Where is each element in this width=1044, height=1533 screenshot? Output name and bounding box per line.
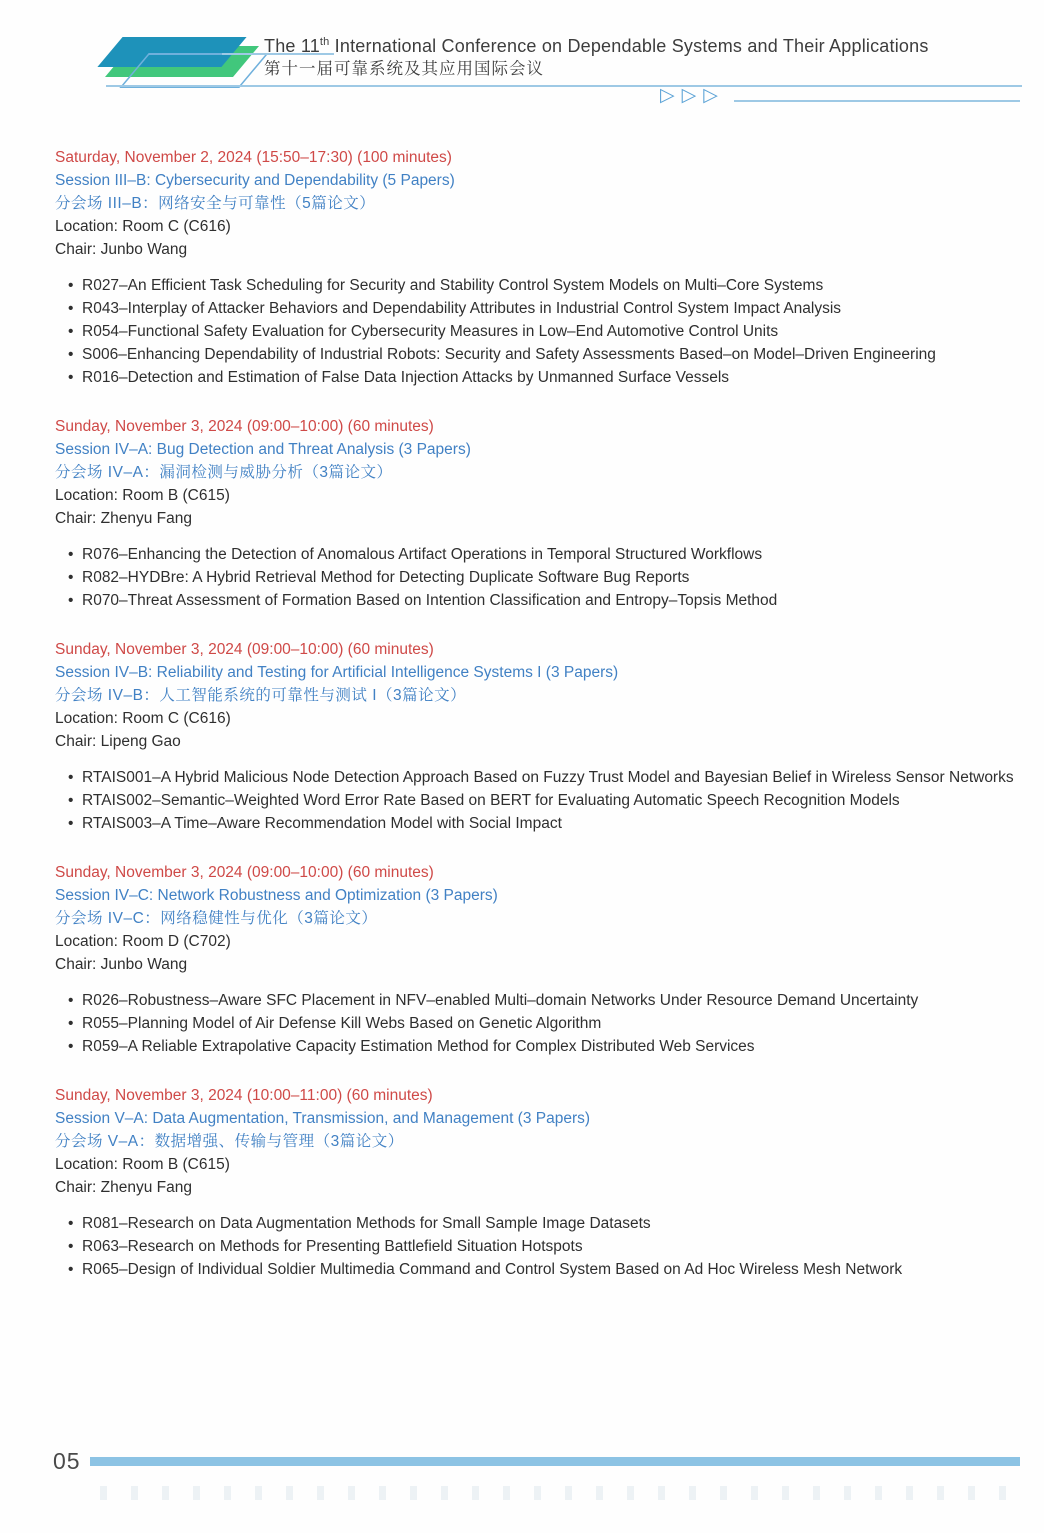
session-location: Location: Room B (C615) — [55, 1156, 230, 1173]
paper-item — [55, 320, 1030, 343]
session-title-cn: 分会场 IV–A：漏洞检测与威胁分析（3篇论文） — [55, 464, 393, 481]
session-location: Location: Room D (C702) — [55, 933, 231, 950]
paper-title: R016–Detection and Estimation of False Data Injection Attacks by Unmanned Surface Vessels — [82, 369, 730, 386]
paper-title: R055–Planning Model of Air Defense Kill Webs Based on Genetic Algorithm — [82, 1015, 602, 1032]
paper-item — [55, 1258, 1030, 1281]
paper-title: R076–Enhancing the Detection of Anomalous Artifact Operations in Temporal Structured Workflows — [82, 546, 763, 563]
paper-list — [55, 274, 1030, 389]
program-body — [55, 146, 1030, 1307]
session-block-III-B — [55, 146, 1030, 389]
paper-title: R082–HYDBre: A Hybrid Retrieval Method for Detecting Duplicate Software Bug Reports — [82, 569, 690, 586]
bullet-icon: • — [68, 1015, 74, 1032]
paper-title: R043–Interplay of Attacker Behaviors and Dependability Attributes in Industrial Control System Impact Analysis — [82, 300, 842, 317]
paper-list — [55, 543, 1030, 612]
conference-title-en — [264, 30, 929, 58]
bullet-icon: • — [68, 592, 74, 609]
page-number: 05 — [53, 1448, 81, 1474]
session-date: Sunday, November 3, 2024 (09:00–10:00) (60 minutes) — [55, 864, 434, 881]
bullet-icon: • — [68, 1238, 74, 1255]
session-chair: Chair: Zhenyu Fang — [55, 510, 192, 527]
bullet-icon: • — [68, 1038, 74, 1055]
paper-list — [55, 766, 1030, 835]
paper-item — [55, 1012, 1030, 1035]
bullet-icon: • — [68, 792, 74, 809]
session-location: Location: Room B (C615) — [55, 487, 230, 504]
paper-title: S006–Enhancing Dependability of Industrial Robots: Security and Safety Assessments Based–on Model–Driven Engineering — [82, 346, 936, 363]
paper-item — [55, 1235, 1030, 1258]
session-date: Sunday, November 3, 2024 (09:00–10:00) (60 minutes) — [55, 418, 434, 435]
bullet-icon: • — [68, 323, 74, 340]
paper-item — [55, 343, 1030, 366]
session-date: Sunday, November 3, 2024 (10:00–11:00) (60 minutes) — [55, 1087, 433, 1104]
paper-title: R027–An Efficient Task Scheduling for Security and Stability Control System Models on Multi–Core Systems — [82, 277, 824, 294]
paper-item — [55, 366, 1030, 389]
paper-title: R059–A Reliable Extrapolative Capacity Estimation Method for Complex Distributed Web Services — [82, 1038, 755, 1055]
session-date: Saturday, November 2, 2024 (15:50–17:30) (100 minutes) — [55, 149, 452, 166]
paper-item — [55, 566, 1030, 589]
session-block-IV-B — [55, 638, 1030, 835]
paper-item — [55, 1035, 1030, 1058]
paper-title: R063–Research on Methods for Presenting Battlefield Situation Hotspots — [82, 1238, 583, 1255]
bullet-icon: • — [68, 369, 74, 386]
session-chair: Chair: Lipeng Gao — [55, 733, 181, 750]
session-date: Sunday, November 3, 2024 (09:00–10:00) (60 minutes) — [55, 641, 434, 658]
session-title-en: Session IV–A: Bug Detection and Threat Analysis (3 Papers) — [55, 441, 471, 458]
bullet-icon: • — [68, 546, 74, 563]
bullet-icon: • — [68, 277, 74, 294]
conference-title-cn: 第十一届可靠系统及其应用国际会议 — [264, 60, 544, 78]
paper-item — [55, 1212, 1030, 1235]
paper-item — [55, 789, 1030, 812]
bullet-icon: • — [68, 346, 74, 363]
paper-title: R070–Threat Assessment of Formation Based on Intention Classification and Entropy–Topsis Method — [82, 592, 778, 609]
session-chair: Chair: Junbo Wang — [55, 241, 188, 258]
paper-item — [55, 589, 1030, 612]
session-chair: Chair: Zhenyu Fang — [55, 1179, 192, 1196]
title-ordinal-sup: th — [319, 36, 330, 48]
session-title-cn: 分会场 IV–C：网络稳健性与优化（3篇论文） — [55, 910, 378, 927]
bullet-icon: • — [68, 992, 74, 1009]
paper-title: R065–Design of Individual Soldier Multimedia Command and Control System Based on Ad Hoc Wireless Mesh Network — [82, 1261, 903, 1278]
session-title-cn: 分会场 III–B：网络安全与可靠性（5篇论文） — [55, 195, 376, 212]
session-title-en: Session IV–C: Network Robustness and Optimization (3 Papers) — [55, 887, 498, 904]
page-header — [0, 0, 1044, 132]
paper-title: RTAIS001–A Hybrid Malicious Node Detection Approach Based on Fuzzy Trust Model and Bayesian Belief in Wireless Sensor Networks — [82, 769, 1014, 786]
paper-list — [55, 989, 1030, 1058]
session-block-IV-C — [55, 861, 1030, 1058]
paper-title: R081–Research on Data Augmentation Methods for Small Sample Image Datasets — [82, 1215, 651, 1232]
paper-title: RTAIS003–A Time–Aware Recommendation Model with Social Impact — [82, 815, 562, 832]
session-block-V-A — [55, 1084, 1030, 1281]
bullet-icon: • — [68, 1261, 74, 1278]
paper-list — [55, 1212, 1030, 1281]
page-footer — [0, 1448, 1044, 1508]
paper-item — [55, 766, 1030, 789]
paper-item — [55, 543, 1030, 566]
paper-item — [55, 297, 1030, 320]
forward-arrows-icon: ▷▷▷ — [660, 85, 725, 106]
paper-item — [55, 812, 1030, 835]
paper-title: RTAIS002–Semantic–Weighted Word Error Rate Based on BERT for Evaluating Automatic Speech Recognition Models — [82, 792, 900, 809]
session-title-en: Session III–B: Cybersecurity and Dependability (5 Papers) — [55, 172, 455, 189]
session-title-en: Session V–A: Data Augmentation, Transmission, and Management (3 Papers) — [55, 1110, 591, 1127]
session-location: Location: Room C (C616) — [55, 710, 231, 727]
session-title-cn: 分会场 V–A：数据增强、传输与管理（3篇论文） — [55, 1133, 404, 1150]
session-title-en: Session IV–B: Reliability and Testing for Artificial Intelligence Systems I (3 Papers) — [55, 664, 619, 681]
footer-rule-bar — [90, 1457, 1020, 1466]
paper-item — [55, 274, 1030, 297]
paper-item — [55, 989, 1030, 1012]
session-block-IV-A — [55, 415, 1030, 612]
bullet-icon: • — [68, 815, 74, 832]
title-rest: International Conference on Dependable Systems and Their Applications — [329, 36, 929, 56]
bullet-icon: • — [68, 769, 74, 786]
bullet-icon: • — [68, 1215, 74, 1232]
session-title-cn: 分会场 IV–B：人工智能系统的可靠性与测试 I（3篇论文） — [55, 687, 467, 704]
paper-title: R054–Functional Safety Evaluation for Cybersecurity Measures in Low–End Automotive Control Units — [82, 323, 779, 340]
paper-title: R026–Robustness–Aware SFC Placement in NFV–enabled Multi–domain Networks Under Resource Demand Uncertainty — [82, 992, 919, 1009]
session-chair: Chair: Junbo Wang — [55, 956, 188, 973]
header-sub-line — [734, 100, 1020, 102]
footer-reflection-decor — [100, 1486, 1020, 1500]
bullet-icon: • — [68, 300, 74, 317]
session-location: Location: Room C (C616) — [55, 218, 231, 235]
header-rule-line — [106, 85, 1022, 87]
title-prefix: The 11 — [264, 36, 320, 56]
header-title-block — [264, 30, 929, 81]
bullet-icon: • — [68, 569, 74, 586]
